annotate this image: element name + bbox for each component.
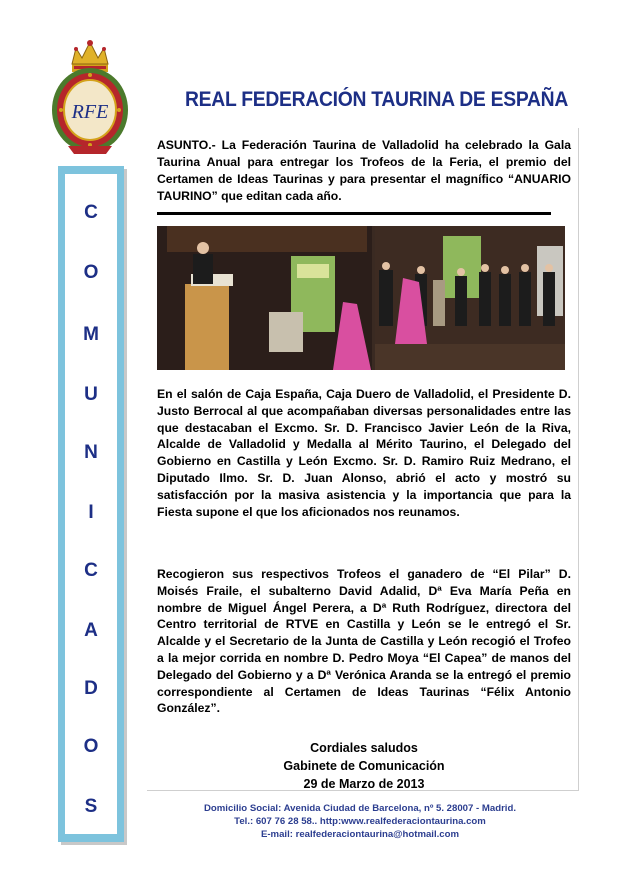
crown-icon <box>72 40 108 72</box>
footer-phone-web: Tel.: 607 76 28 58.. http:www.realfederaciontaurina.com <box>234 816 486 827</box>
closing-sender: Gabinete de Comunicación <box>283 759 445 773</box>
sidebar-letter: N <box>84 442 98 463</box>
sidebar-letter: U <box>84 384 98 405</box>
sidebar-letter: C <box>84 560 98 581</box>
gala-event-photo <box>157 226 565 370</box>
asunto-text: ASUNTO.- La Federación Taurina de Valladolid ha celebrado la Gala Taurina Anual para entregar los Trofeos de la Feria, el premio del Certamen de Ideas Taurinas y para presentar el magnífico “ANUARIO TAURINO” que editan cada año. <box>157 138 571 203</box>
sidebar-letter: M <box>83 324 99 345</box>
closing-date: 29 de Marzo de 2013 <box>303 777 425 791</box>
organization-title: REAL FEDERACIÓN TAURINA DE ESPAÑA <box>185 88 569 111</box>
federation-crest-logo <box>48 38 132 156</box>
separator-rule <box>157 212 551 215</box>
sidebar-letter: O <box>83 262 99 283</box>
sidebar-letter: S <box>84 796 98 817</box>
sidebar-letter: C <box>84 202 98 223</box>
body-paragraph-1: En el salón de Caja España, Caja Duero de Valladolid, el Presidente D. Justo Berrocal al que acompañaban diversas personalidades entre las que destacaban el Excmo. Sr. D. Francisco Javier León de la Riva, Alcalde de Valladolid y Medalla al Mérito Taurino, el Delegado del Gobierno en Castilla y León Excmo. Sr. D. Ramiro Ruiz Medrano, el Diputado Ilmo. Sr. D. Juan Alonso, abrió el acto y mostró su satisfacción por la masiva asistencia y la importancia que para la Fiesta supone el que los aficionados nos reunamos. <box>157 387 571 519</box>
logo-monogram: RFE <box>71 101 109 123</box>
closing-greeting: Cordiales saludos <box>310 741 418 755</box>
sidebar-letter: A <box>84 620 98 641</box>
footer-email: E-mail: realfederaciontaurina@hotmail.com <box>260 829 460 840</box>
sidebar-letter: O <box>83 736 99 757</box>
sidebar-letter: I <box>88 502 94 523</box>
body-paragraph-2: Recogieron sus respectivos Trofeos el ganadero de “El Pilar” D. Moisés Fraile, el subalterno David Adalid, Dª Eva María Peña en nombre de Miguel Ángel Perera, a Dª Ruth Rodríguez, directora del Centro territorial de RTVE en Castilla y León se le entregó el Sr. Alcalde y el Secretario de la Junta de Castilla y León recogió el Trofeo a la mejor corrida en nombre D. Pedro Moya “El Capea” de manos del Delegado del Gobierno y a Dª Verónica Aranda se la entregó el premio correspondiente al Certamen de Ideas Taurinas “Félix Antonio González”. <box>157 567 571 716</box>
footer-address: Domicilio Social: Avenida Ciudad de Barcelona, nº 5. 28007 - Madrid. <box>203 803 516 814</box>
comunicados-sidebar <box>58 166 124 842</box>
sidebar-letter: D <box>84 678 98 699</box>
